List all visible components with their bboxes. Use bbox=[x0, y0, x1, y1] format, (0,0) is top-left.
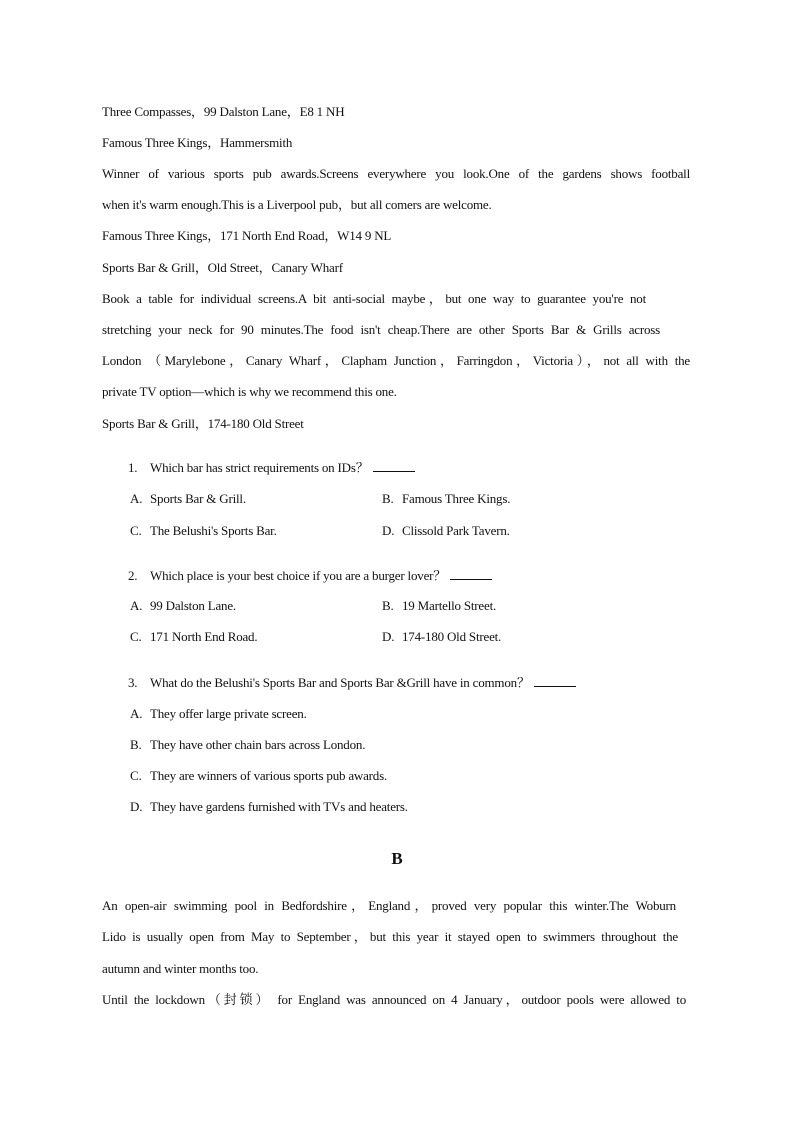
passage-line: Sports Bar & Grill，Old Street，Canary Wharf bbox=[102, 260, 343, 275]
section-heading: B bbox=[391, 849, 403, 868]
option-c[interactable] bbox=[130, 629, 257, 645]
passage-line: Winner of various sports pub awards.Screens everywhere you look.One of the gardens shows football bbox=[102, 166, 690, 181]
option-label: B. bbox=[130, 737, 142, 752]
passage-line: An open-air swimming pool in Bedfordshire，England，proved very popular this winter.The Woburn bbox=[102, 898, 676, 913]
option-text: 19 Martello Street. bbox=[402, 598, 497, 613]
answer-blank[interactable] bbox=[373, 460, 415, 472]
option-label: A. bbox=[130, 706, 143, 721]
option-label: D. bbox=[382, 523, 395, 538]
passage-line: Until the lockdown（封锁） for England was announced on 4 January，outdoor pools were allowed to bbox=[102, 992, 686, 1007]
option-label: B. bbox=[382, 598, 394, 613]
option-label: D. bbox=[130, 799, 143, 814]
passage-line: Three Compasses，99 Dalston Lane，E8 1 NH bbox=[102, 104, 345, 119]
option-text: Sports Bar & Grill. bbox=[150, 491, 246, 506]
question-2 bbox=[128, 568, 492, 584]
question-number: 2. bbox=[128, 568, 138, 583]
option-a[interactable] bbox=[130, 598, 236, 614]
option-label: C. bbox=[130, 523, 142, 538]
question-3 bbox=[128, 675, 576, 691]
option-text: 174-180 Old Street. bbox=[402, 629, 502, 644]
passage-line: London （Marylebone，Canary Wharf，Clapham Junction，Farringdon，Victoria），not all with the bbox=[102, 353, 690, 368]
option-label: A. bbox=[130, 491, 143, 506]
passage-line: Famous Three Kings，Hammersmith bbox=[102, 135, 293, 150]
passage-line: when it's warm enough.This is a Liverpool pub，but all comers are welcome. bbox=[102, 197, 492, 212]
question-text: What do the Belushi's Sports Bar and Sports Bar &Grill have in common？ bbox=[150, 675, 530, 690]
option-text: They are winners of various sports pub awards. bbox=[150, 768, 388, 783]
option-text: The Belushi's Sports Bar. bbox=[150, 523, 277, 538]
option-label: D. bbox=[382, 629, 395, 644]
option-text: They have gardens furnished with TVs and heaters. bbox=[150, 799, 408, 814]
option-label: B. bbox=[382, 491, 394, 506]
option-a[interactable] bbox=[130, 706, 307, 722]
passage-line: stretching your neck for 90 minutes.The food isn't cheap.There are other Sports Bar & Grills across bbox=[102, 322, 660, 337]
option-text: They have other chain bars across London. bbox=[150, 737, 366, 752]
option-text: 99 Dalston Lane. bbox=[150, 598, 236, 613]
option-text: 171 North End Road. bbox=[150, 629, 258, 644]
option-d[interactable] bbox=[382, 629, 501, 645]
option-label: A. bbox=[130, 598, 143, 613]
question-text: Which place is your best choice if you are a burger lover？ bbox=[150, 568, 447, 583]
option-label: C. bbox=[130, 768, 142, 783]
question-1 bbox=[128, 460, 415, 476]
option-a[interactable] bbox=[130, 491, 246, 507]
option-d[interactable] bbox=[382, 523, 510, 539]
question-number: 1. bbox=[128, 460, 138, 475]
option-b[interactable] bbox=[130, 737, 365, 753]
answer-blank[interactable] bbox=[450, 568, 492, 580]
option-label: C. bbox=[130, 629, 142, 644]
option-c[interactable] bbox=[130, 768, 387, 784]
option-text: Clissold Park Tavern. bbox=[402, 523, 510, 538]
question-number: 3. bbox=[128, 675, 138, 690]
option-text: Famous Three Kings. bbox=[402, 491, 511, 506]
passage-line: private TV option—which is why we recommend this one. bbox=[102, 384, 397, 399]
question-text: Which bar has strict requirements on IDs？ bbox=[150, 460, 369, 475]
option-b[interactable] bbox=[382, 598, 496, 614]
passage-line: Famous Three Kings，171 North End Road，W14 9 NL bbox=[102, 228, 392, 243]
answer-blank[interactable] bbox=[534, 675, 576, 687]
passage-line: Book a table for individual screens.A bit anti-social maybe，but one way to guarantee you're not bbox=[102, 291, 646, 306]
option-b[interactable] bbox=[382, 491, 510, 507]
option-c[interactable] bbox=[130, 523, 277, 539]
option-text: They offer large private screen. bbox=[150, 706, 307, 721]
option-d[interactable] bbox=[130, 799, 408, 815]
passage-line: Lido is usually open from May to September，but this year it stayed open to swimmers throughout the bbox=[102, 929, 678, 944]
passage-line: autumn and winter months too. bbox=[102, 961, 259, 976]
passage-line: Sports Bar & Grill，174-180 Old Street bbox=[102, 416, 304, 431]
